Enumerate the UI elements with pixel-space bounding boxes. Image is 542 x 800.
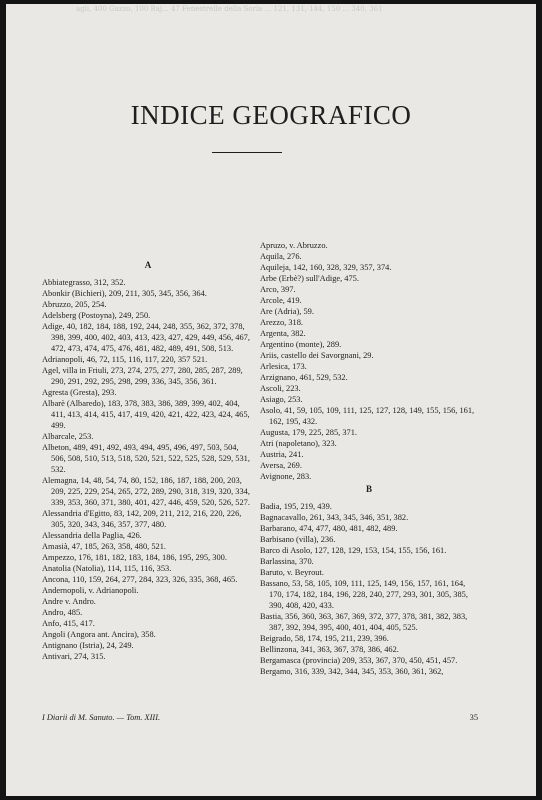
section-heading-b: B	[365, 484, 372, 494]
index-entry: Arezzo, 318.	[260, 318, 304, 327]
index-entry: Are (Adria), 59.	[260, 307, 314, 316]
index-entry: Anfo, 415, 417.	[42, 619, 95, 628]
index-entry: Arbe (Erbè?) sull'Adige, 475.	[260, 274, 359, 283]
index-entry: Alessandria della Paglia, 426.	[42, 531, 142, 540]
index-entry: Ampezzo, 176, 181, 182, 183, 184, 186, 195, 295, 300.	[42, 553, 227, 562]
index-entry: Atri (napoletano), 323.	[260, 439, 337, 448]
left-column	[42, 240, 254, 662]
index-entry: Andre v. Andro.	[42, 597, 96, 606]
footer-source: I Diarii di M. Sanuto. — Tom. XIII.	[42, 713, 161, 722]
index-entry: Agel, villa in Friuli, 273, 274, 275, 277, 280, 285, 287, 289, 290, 291, 292, 295, 298, 299, 336, 345, 356, 361.	[42, 366, 243, 386]
page-number: 35	[469, 713, 478, 722]
index-entry: Barco di Asolo, 127, 128, 129, 153, 154, 155, 156, 161.	[260, 546, 447, 555]
index-entry: Argentino (monte), 289.	[260, 340, 342, 349]
index-entry: Albarè (Albaredo), 183, 378, 383, 386, 389, 399, 402, 404, 411, 413, 414, 415, 417, 419, 420, 421, 422, 423, 424, 465, 499.	[42, 399, 250, 430]
index-entry: Abbiategrasso, 312, 352.	[42, 278, 126, 287]
index-entry: Beigrado, 58, 174, 195, 211, 239, 396.	[260, 634, 389, 643]
index-entry: Bergamo, 316, 339, 342, 344, 345, 353, 360, 361, 362,	[260, 667, 444, 676]
index-entry: Bellinzona, 341, 363, 367, 378, 386, 462.	[260, 645, 399, 654]
index-entry: Augusta, 179, 225, 285, 371.	[260, 428, 358, 437]
index-entry: Bastia, 356, 360, 363, 367, 369, 372, 377, 378, 381, 382, 383, 387, 392, 394, 395, 400, 401, 404, 405, 525.	[260, 612, 468, 632]
index-entry: Bergamasca (provincia) 209, 353, 367, 370, 450, 451, 457.	[260, 656, 458, 665]
index-entry: Alessandria d'Egitto, 83, 142, 209, 211, 212, 216, 220, 226, 305, 320, 343, 346, 357, 377, 480.	[42, 509, 242, 529]
index-entry: Albarcale, 253.	[42, 432, 94, 441]
index-entry: Amasià, 47, 185, 263, 358, 480, 521.	[42, 542, 166, 551]
index-entry: Avignone, 283.	[260, 472, 312, 481]
index-entry: Apruzo, v. Abruzzo.	[260, 241, 328, 250]
document-page	[6, 4, 536, 796]
index-entry: Arlesica, 173.	[260, 362, 307, 371]
index-entry: Barbarano, 474, 477, 480, 481, 482, 489.	[260, 524, 398, 533]
index-entry: Bassano, 53, 58, 105, 109, 111, 125, 149, 156, 157, 161, 164, 170, 174, 182, 184, 196, 228, 240, 277, 293, 301, 305, 385, 390, 408, 420, 433.	[260, 579, 468, 610]
index-entry: Albeton, 489, 491, 492, 493, 494, 495, 496, 497, 503, 504, 506, 508, 510, 513, 518, 520, 521, 522, 525, 528, 529, 531, 532.	[42, 443, 250, 474]
section-heading-a: A	[144, 260, 152, 270]
left-entry-list	[42, 277, 254, 662]
index-entry: Aversa, 269.	[260, 461, 302, 470]
index-entry: Arco, 397.	[260, 285, 296, 294]
right-entry-list-a	[260, 240, 478, 482]
page-footer	[42, 712, 478, 723]
index-entry: Baruto, v. Beyrout.	[260, 568, 324, 577]
index-entry: Ascoli, 223.	[260, 384, 301, 393]
index-entry: Antivari, 274, 315.	[42, 652, 106, 661]
index-entry: Andernopoli, v. Adrianopoli.	[42, 586, 139, 595]
index-entry: Ancona, 110, 159, 264, 277, 284, 323, 326, 335, 368, 465.	[42, 575, 238, 584]
index-entry: Barlassina, 370.	[260, 557, 314, 566]
index-entry: Asiago, 253.	[260, 395, 303, 404]
bleed-through-text: agli, 400 Gazzo, 100 Baj... 47 Fenestrelle della Soria ... 121, 131, 144, 150 ... 340, 361	[76, 5, 383, 13]
index-entry: Alemagna, 14, 48, 54, 74, 80, 152, 186, 187, 188, 200, 203, 209, 225, 229, 254, 265, 272, 289, 290, 318, 319, 320, 334, 339, 353, 360, 371, 380, 401, 427, 446, 459, 520, 526, 527.	[42, 476, 250, 507]
index-entry: Antignano (Istria), 24, 249.	[42, 641, 134, 650]
right-entry-list-b	[260, 501, 478, 677]
index-entry: Aquileja, 142, 160, 328, 329, 357, 374.	[260, 263, 392, 272]
index-entry: Arzignano, 461, 529, 532.	[260, 373, 348, 382]
index-entry: Austria, 241.	[260, 450, 304, 459]
index-entry: Agresta (Gresta), 293.	[42, 388, 117, 397]
index-entry: Adelsberg (Postoyna), 249, 250.	[42, 311, 151, 320]
index-entry: Abonkir (Bichieri), 209, 211, 305, 345, 356, 364.	[42, 289, 207, 298]
title-rule	[212, 152, 282, 153]
index-entry: Barbisano (villa), 236.	[260, 535, 336, 544]
index-entry: Aquila, 276.	[260, 252, 302, 261]
right-column	[260, 240, 478, 677]
index-entry: Arcole, 419.	[260, 296, 302, 305]
index-entry: Adrianopoli, 46, 72, 115, 116, 117, 220, 357 521.	[42, 355, 208, 364]
index-entry: Adige, 40, 182, 184, 188, 192, 244, 248, 355, 362, 372, 378, 398, 399, 400, 402, 403, 413, 423, 427, 429, 449, 456, 467, 472, 473, 474, 475, 476, 481, 482, 489, 491, 508, 513.	[42, 322, 250, 353]
index-entry: Asolo, 41, 59, 105, 109, 111, 125, 127, 128, 149, 155, 156, 161, 162, 195, 432.	[260, 406, 475, 426]
page-title: INDICE GEOGRAFICO	[130, 100, 412, 130]
index-entry: Ariis, castello dei Savorgnani, 29.	[260, 351, 374, 360]
index-entry: Andro, 485.	[42, 608, 83, 617]
index-entry: Argenta, 382.	[260, 329, 306, 338]
index-entry: Anatolia (Natolia), 114, 115, 116, 353.	[42, 564, 172, 573]
index-entry: Badia, 195, 219, 439.	[260, 502, 332, 511]
index-entry: Angoli (Angora ant. Ancira), 358.	[42, 630, 156, 639]
index-entry: Abruzzo, 205, 254.	[42, 300, 107, 309]
index-entry: Bagnacavallo, 261, 343, 345, 346, 351, 382.	[260, 513, 409, 522]
